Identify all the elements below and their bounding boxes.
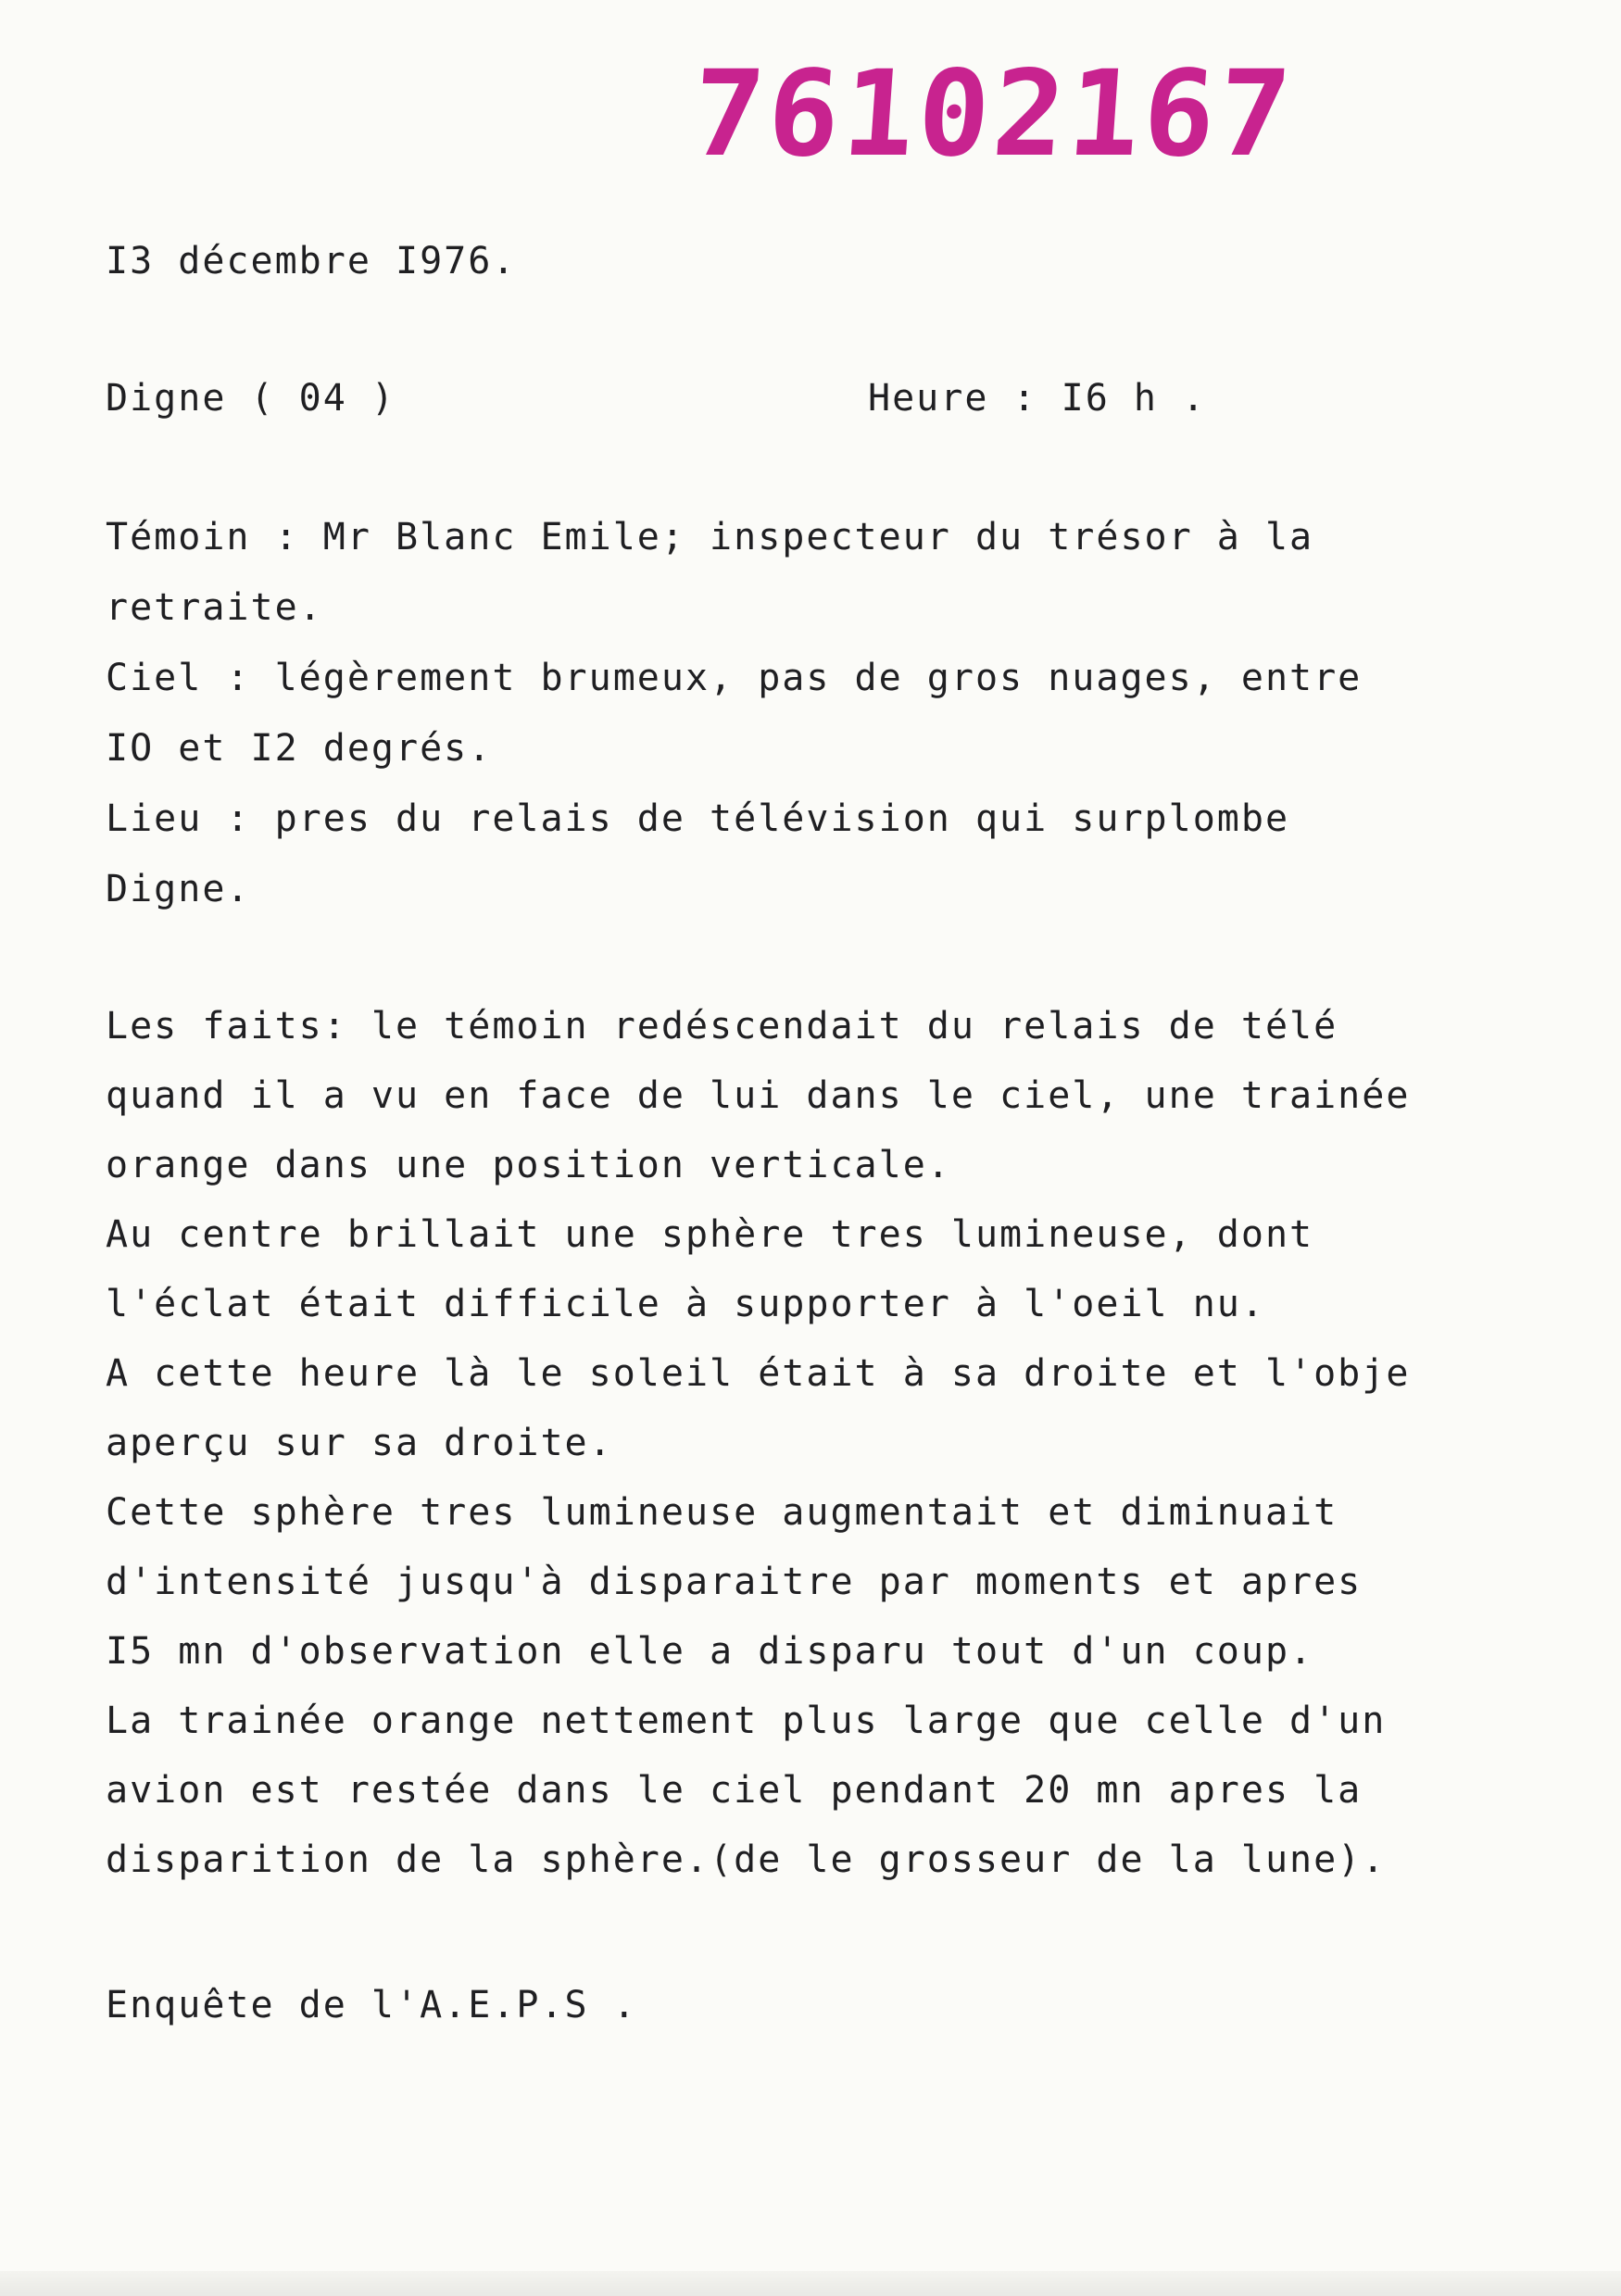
place-line: Lieu : pres du relais de télévision qui surplombe (106, 797, 1290, 840)
facts-line: Cette sphère tres lumineuse augmentait et diminuait (106, 1491, 1338, 1534)
reference-number-stamp: 76102167 (687, 45, 1299, 183)
inquiry-signature: Enquête de l'A.E.P.S . (106, 1984, 637, 2026)
facts-line: Au centre brillait une sphère tres lumineuse, dont (106, 1213, 1314, 1256)
facts-line: I5 mn d'observation elle a disparu tout d'un coup. (106, 1630, 1314, 1673)
sky-line: Ciel : légèrement brumeux, pas de gros nuages, entre (106, 657, 1363, 699)
sky-line: IO et I2 degrés. (106, 727, 493, 770)
facts-line: disparition de la sphère.(de le grosseur de la lune). (106, 1838, 1387, 1881)
facts-line: La trainée orange nettement plus large que celle d'un (106, 1700, 1387, 1742)
report-location: Digne ( 04 ) (106, 377, 396, 420)
witness-line: retraite. (106, 586, 323, 629)
facts-line: A cette heure là le soleil était à sa droite et l'obje (106, 1352, 1411, 1395)
report-hour: Heure : I6 h . (868, 377, 1207, 420)
facts-line: avion est restée dans le ciel pendant 20 mn apres la (106, 1769, 1363, 1812)
place-line: Digne. (106, 868, 251, 910)
facts-line: d'intensité jusqu'à disparaitre par moments et apres (106, 1561, 1363, 1603)
witness-line: Témoin : Mr Blanc Emile; inspecteur du trésor à la (106, 516, 1314, 558)
paper-bottom-edge (0, 2271, 1621, 2296)
facts-line: l'éclat était difficile à supporter à l'oeil nu. (106, 1283, 1265, 1325)
facts-line: orange dans une position verticale. (106, 1144, 951, 1186)
report-date: I3 décembre I976. (106, 240, 517, 282)
facts-line: aperçu sur sa droite. (106, 1422, 613, 1464)
facts-line: quand il a vu en face de lui dans le ciel, une trainée (106, 1074, 1411, 1117)
facts-line: Les faits: le témoin redéscendait du relais de télé (106, 1005, 1338, 1048)
